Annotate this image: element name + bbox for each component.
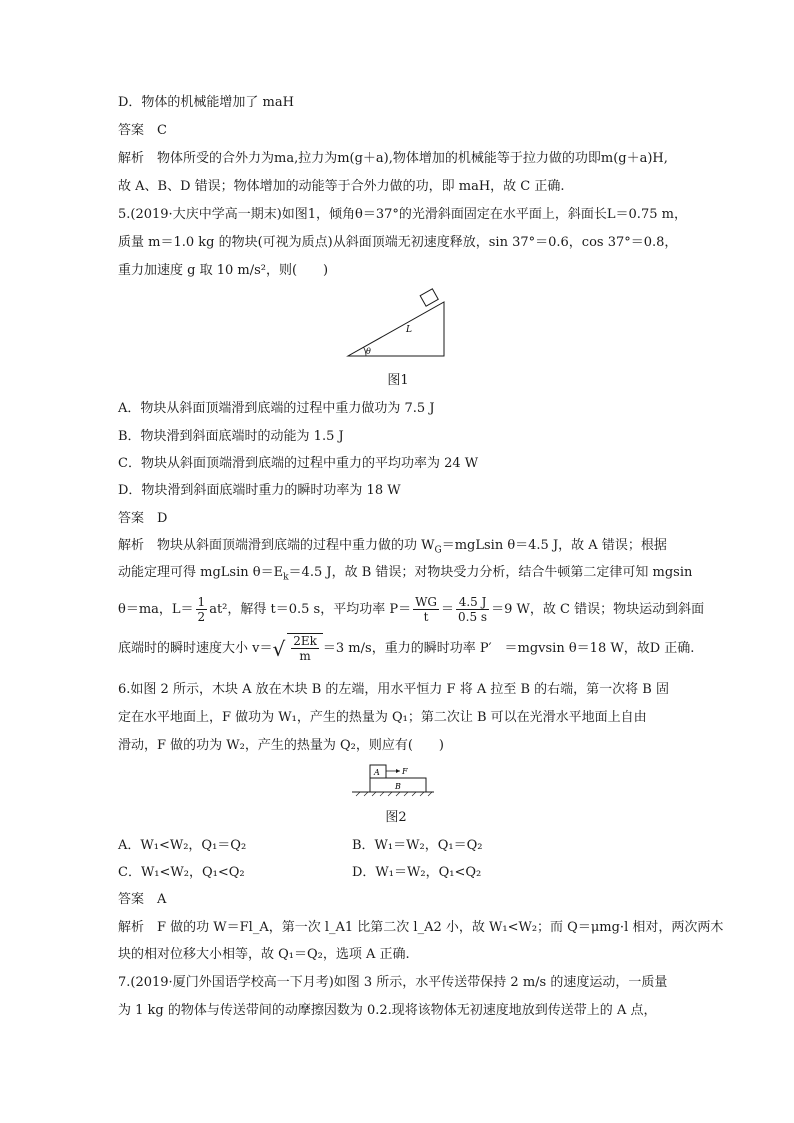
- text-line: 质量 m＝1.0 kg 的物块(可视为质点)从斜面顶端无初速度释放，sin 37°＝0.6，cos 37°＝0.8，: [118, 235, 678, 250]
- text-line: 故 A、B、D 错误；物体增加的动能等于合外力做的功，即 maH，故 C 正确.: [118, 179, 565, 194]
- answer-line: 答案 D: [118, 511, 168, 526]
- block-a-label: A: [374, 768, 380, 777]
- text-line: 定在水平地面上，F 做功为 W₁，产生的热量为 Q₁；第二次让 B 可以在光滑水平地面上自由: [118, 710, 647, 725]
- option-b: B．W₁＝W₂，Q₁＝Q₂: [352, 838, 483, 853]
- option-a: A．W₁<W₂，Q₁＝Q₂: [118, 838, 247, 853]
- option-c: C．物块从斜面顶端滑到底端的过程中重力的平均功率为 24 W: [118, 456, 479, 471]
- force-label: F: [402, 767, 408, 776]
- answer-line: 答案 C: [118, 123, 167, 138]
- option-d: D．物块滑到斜面底端时重力的瞬时功率为 18 W: [118, 483, 401, 498]
- option-c: C．W₁<W₂，Q₁<Q₂: [118, 865, 245, 880]
- question-5-line: 5.(2019·大庆中学高一期末)如图1，倾角θ＝37°的光滑斜面固定在水平面上，斜面长L＝0.75 m，: [118, 207, 687, 222]
- option-a: A．物块从斜面顶端滑到底端的过程中重力做功为 7.5 J: [118, 401, 435, 416]
- figure-2-blocks: [348, 760, 438, 800]
- analysis-line: 解析 物块从斜面顶端滑到底端的过程中重力做的功 $W_G=mgLsin$ θ＝4.5 J，故 A 错误；根据: [118, 538, 667, 556]
- text-line: 动能定理可得 mgLsin $\theta=E_k=4.5$ J，故 B 错误；对物块受力分析，结合牛顿第二定律可知 mgsin: [118, 565, 693, 583]
- figure-2-caption: 图2: [385, 810, 407, 825]
- block-b-label: B: [395, 782, 401, 791]
- text-line: 重力加速度 g 取 10 m/s²，则( ): [118, 263, 329, 278]
- analysis-line: 解析 物体所受的合外力为ma,拉力为m(g＋a),物体增加的机械能等于拉力做的功即m(g＋a)H,: [118, 151, 668, 166]
- figure-1-caption: 图1: [387, 373, 409, 388]
- question-6-line: 6.如图 2 所示，木块 A 放在木块 B 的左端，用水平恒力 F 将 A 拉至 B 的右端，第一次将 B 固: [118, 682, 669, 697]
- option-b: B．物块滑到斜面底端时的动能为 1.5 J: [118, 429, 344, 444]
- option-d: D．W₁＝W₂，Q₁<Q₂: [352, 865, 482, 880]
- text-line: D．物体的机械能增加了 maH: [118, 95, 294, 110]
- figure-1-incline: [344, 284, 454, 362]
- formula-line: θ＝ma，L＝ $\frac{1}{2}$ at²，解得 t＝0.5 s，平均功率 P＝ $\frac{WG}{t}$ ＝ $\frac{4.5 J}{0.5 s}$ ＝9 W，故 C 错误；物块运动到斜面: [118, 595, 705, 624]
- answer-line: 答案 A: [118, 892, 167, 907]
- question-7-line: 7.(2019·厦门外国语学校高一下月考)如图 3 所示，水平传送带保持 2 m/s 的速度运动，一质量: [118, 975, 668, 990]
- text-line: 滑动，F 做的功为 W₂，产生的热量为 Q₂，则应有( ): [118, 738, 445, 753]
- analysis-line: 解析 F 做的功 W＝Fl_A，第一次 l_A1 比第二次 l_A2 小，故 W₁<W₂；而 Q＝μmg·l 相对，两次两木: [118, 920, 724, 935]
- theta-label: θ: [366, 347, 371, 356]
- formula-line: 底端时的瞬时速度大小 v＝√ $\frac{2Ek}{m}$ ＝3 m/s，重力的瞬时功率 P′ ＝mgvsin θ＝18 W，故D 正确.: [118, 634, 695, 663]
- length-label: L: [406, 325, 412, 335]
- text-line: 块的相对位移大小相等，故 Q₁＝Q₂，选项 A 正确.: [118, 947, 410, 962]
- text-line: 为 1 kg 的物体与传送带间的动摩擦因数为 0.2.现将该物体无初速度地放到传送带上的 A 点，: [118, 1003, 657, 1018]
